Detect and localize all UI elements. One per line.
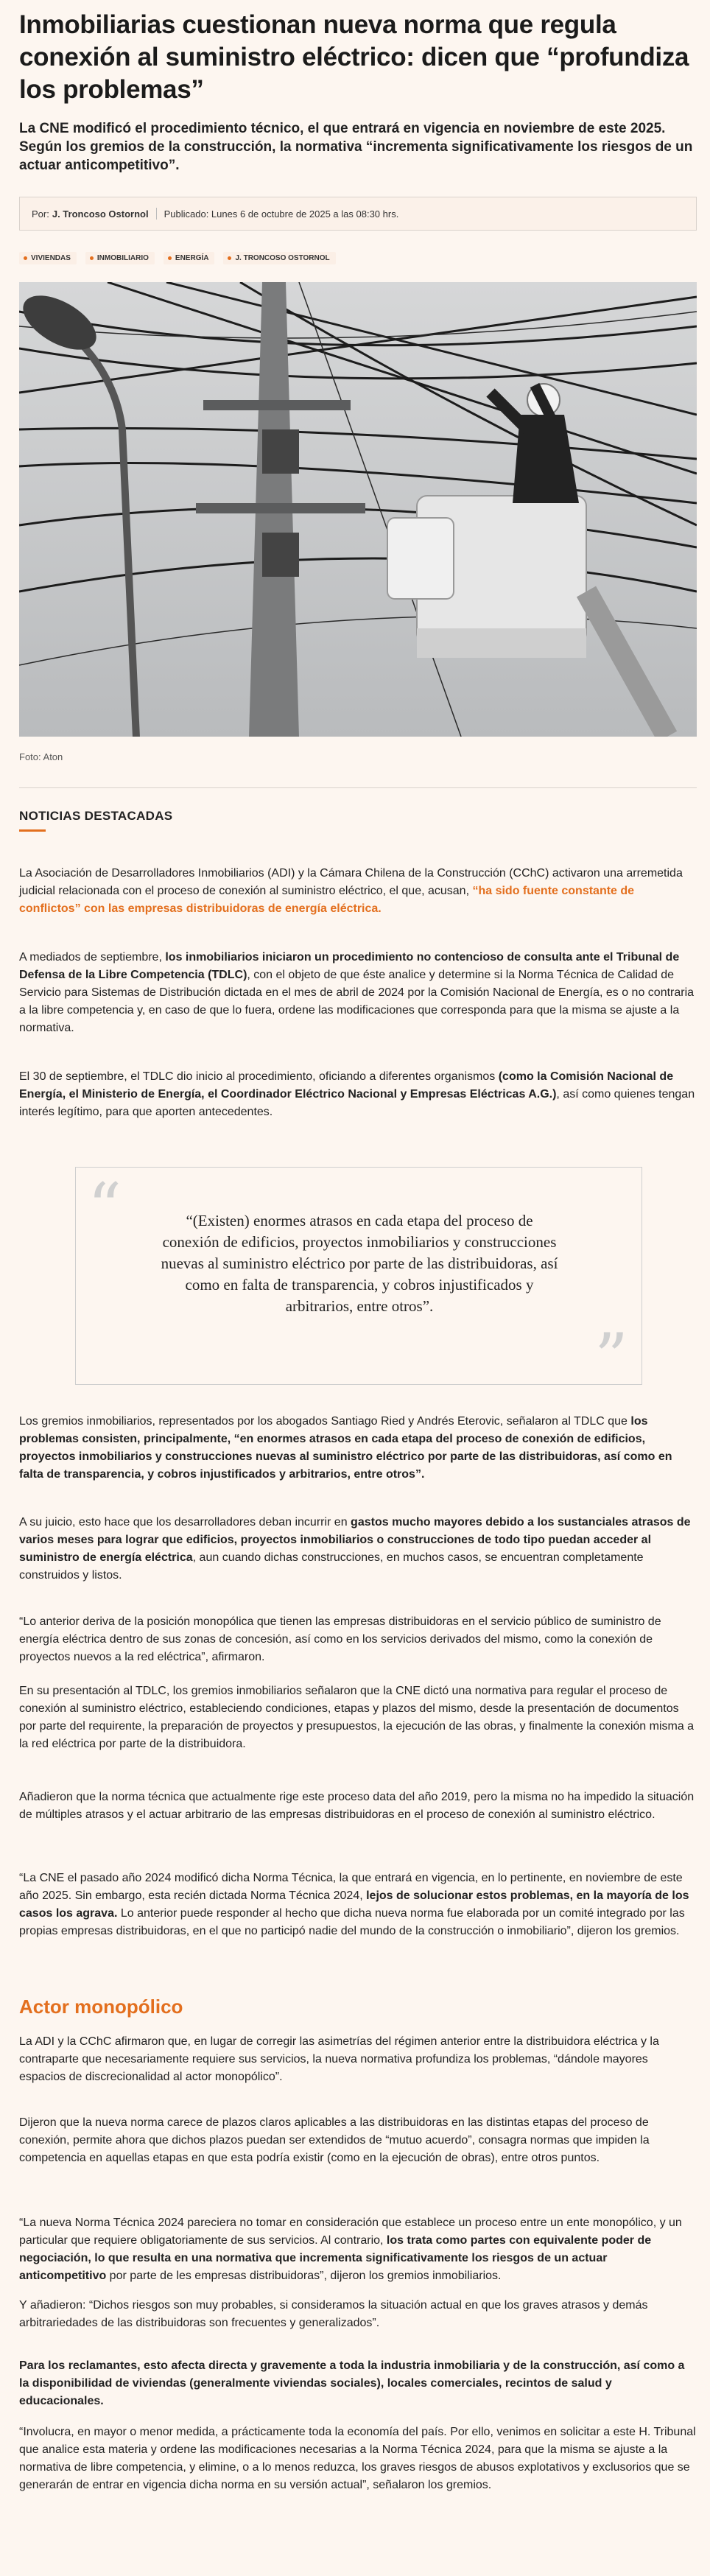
paragraph-1: La Asociación de Desarrolladores Inmobiliarios (ADI) y la Cámara Chilena de la Construcción (CChC) activaron una arremetida judicial relacionada con el proceso de conexión al suministro eléctrico, el que, acusan, “ha sido fuente constante de conflictos” con las empresas distribuidoras de energía eléctrica. [19, 867, 683, 915]
paragraph-11: Dijeron que la nueva norma carece de plazos claros aplicables a las distribuidoras en las distintas etapas del proceso de conexión, permite ahora que dichos plazos puedan ser extendidos de “mutuo acuerdo”, consagra normas que impiden la competencia en aquellas etapas en que esta podría existir (como en la ejecución de obras), entre otros puntos. [19, 2116, 650, 2164]
featured-news-heading[interactable]: NOTICIAS DESTACADAS [19, 809, 173, 823]
paragraph-8: Añadieron que la norma técnica que actualmente rige este proceso data del año 2019, pero la misma no ha impedido la situación de múltiples atrasos y el actuar arbitrario de las empresas distribuidoras en el proceso de conexión al suministro eléctrico. [19, 1791, 695, 1821]
section-subheading: Actor monopólico [19, 1996, 183, 2018]
pull-quote-text: “(Existen) enormes atrasos en cada etapa del proceso de conexión de edificios, proyectos inmobiliarios y construcciones nuevas al suministro eléctrico por parte de las distribuidoras, así como en falta de transparencia, y cobros injustificados y arbitrarios, entre otros”. [161, 1212, 558, 1315]
featured-underline [19, 829, 46, 832]
article-photo [19, 282, 697, 737]
paragraph-4: Los gremios inmobiliarios, representados por los abogados Santiago Ried y Andrés Eterovic, señalaron al TDLC que los problemas consisten, principalmente, “en enormes atrasos en cada etapa del proceso de conexión de edificios, proyectos inmobiliarios y construcciones nuevas al suministro eléctrico por parte de las distribuidoras, así como en falta de transparencia, y cobros injustificados y arbitrarios, entre otros”. [19, 1415, 672, 1481]
open-quote-icon: “ [88, 1169, 122, 1246]
tag-author[interactable]: J. TRONCOSO OSTORNOL [223, 252, 335, 264]
paragraph-13: Y añadieron: “Dichos riesgos son muy probables, si consideramos la situación actual en que los graves atrasos y demás arbitrariedades de las distribuidoras son frecuentes y generalizados”. [19, 2299, 648, 2329]
article-lead: La CNE modificó el procedimiento técnico, el que entrará en vigencia en noviembre de este 2025. Según los gremios de la construcción, la normativa “incrementa significativamente los riesgos de un actuar anticompetitivo”. [19, 121, 693, 173]
bullet-icon [24, 256, 27, 260]
tag-inmobiliario[interactable]: INMOBILIARIO [85, 252, 155, 264]
tag-list [19, 250, 697, 266]
byline-prefix: Por: [32, 208, 49, 220]
divider [19, 787, 697, 788]
paragraph-15: “Involucra, en mayor o menor medida, a prácticamente toda la economía del país. Por ello, venimos en solicitar a este H. Tribunal que analice esta materia y ordene las modificaciones necesarias a la Norma Técnica 2024, para que la misma se ajuste a la normativa de libre competencia, y elimine, o a lo menos reduzca, los graves riesgos de abusos explotativos y exclusorios que se generarán de entrar en vigencia dicha norma en su versión actual”, señalaron los gremios. [19, 2426, 696, 2491]
article-headline: Inmobiliarias cuestionan nueva norma que regula conexión al suministro eléctrico: dicen que “profundiza los problemas” [19, 10, 689, 104]
lineman-photo-illustration [19, 282, 697, 737]
bullet-icon [228, 256, 231, 260]
close-quote-icon: ” [594, 1319, 628, 1397]
article [19, 0, 697, 832]
tag-viviendas[interactable]: VIVIENDAS [19, 252, 77, 264]
paragraph-6: “Lo anterior deriva de la posición monopólica que tienen las empresas distribuidoras en el servicio público de suministro de energía eléctrica dentro de sus zonas de concesión, así como en los servicios derivados del mismo, como la conexión de proyectos nuevos a la red eléctrica”, afirmaron. [19, 1615, 661, 1663]
tag-energia[interactable]: ENERGÍA [164, 252, 215, 264]
byline-author-link[interactable]: J. Troncoso Ostornol [52, 208, 149, 220]
paragraph-12: “La nueva Norma Técnica 2024 pareciera no tomar en consideración que establece un proceso entre un ente monopólico, y un particular que requiere obligatoriamente de sus servicios. Al contrario, los trata como partes con equivalente poder de negociación, lo que resulta en una normativa que incrementa significativamente los riesgos de un actuar anticompetitivo por parte de les empresas distribuidoras”, dijeron los gremios inmobiliarios. [19, 2217, 682, 2282]
pull-quote [75, 1167, 642, 1397]
paragraph-7: En su presentación al TDLC, los gremios inmobiliarios señalaron que la CNE dictó una normativa para regular el proceso de conexión al suministro eléctrico, estableciendo condiciones, etapas y plazos del mismo, desde la presentación de documentos por parte del requirente, la preparación de proyectos y presupuestos, la ejecución de las obras, y finalmente la conexión misma a la red eléctrica por parte de la distribuidora. [19, 1685, 695, 1750]
bullet-icon [168, 256, 172, 260]
paragraph-9: “La CNE el pasado año 2024 modificó dicha Norma Técnica, la que entrará en vigencia, en lo pertinente, en noviembre de este año 2025. Sin embargo, esta recién dictada Norma Técnica 2024, lejos de solucionar estos problemas, en la mayoría de los casos los agrava. Lo anterior puede responder al hecho que dicha nueva norma fue elaborada por un comité integrado por las propias empresas distribuidoras, en el que no participó nadie del mundo de la construcción o inmobiliario”, dijeron los gremios. [19, 1872, 689, 1937]
byline-separator [156, 208, 157, 220]
byline-published-date: Publicado: Lunes 6 de octubre de 2025 a las 08:30 hrs. [164, 208, 399, 220]
paragraph-10: La ADI y la CChC afirmaron que, en lugar de corregir las asimetrías del régimen anterior entre la distribuidora eléctrica y la contraparte que necesariamente requiere sus servicios, la nueva normativa profundiza los problemas, “dándole mayores espacios de discrecionalidad al actor monopólico”. [19, 2035, 659, 2083]
paragraph-5: A su juicio, esto hace que los desarrolladores deban incurrir en gastos mucho mayores debido a los sustanciales atrasos de varios meses para lograr que edificios, proyectos inmobiliarios o construcciones de todo tipo puedan acceder al suministro de energía eléctrica, aun cuando dichas construcciones, en muchos casos, se encuentran completamente construidos y listos. [19, 1516, 691, 1582]
byline [19, 197, 697, 231]
paragraph-2: A mediados de septiembre, los inmobiliarios iniciaron un procedimiento no contencioso de consulta ante el Tribunal de Defensa de la Libre Competencia (TDLC), con el objeto de que éste analice y determine si la Norma Técnica de Calidad de Servicio para Sistemas de Distribución dictada en el mes de abril de 2024 por la Comisión Nacional de Energía, es o no contraria a la libre competencia y, en caso de que lo fuera, ordene las modificaciones que corresponda para que la misma se ajuste a la normativa. [19, 951, 695, 1034]
paragraph-3: El 30 de septiembre, el TDLC dio inicio al procedimiento, oficiando a diferentes organismos (como la Comisión Nacional de Energía, el Ministerio de Energía, el Coordinador Eléctrico Nacional y Empresas Eléctricas A.G.), así como quienes tengan interés legítimo, para que aporten antecedentes. [19, 1070, 695, 1118]
photo-caption: Foto: Aton [19, 751, 63, 762]
bullet-icon [90, 256, 94, 260]
paragraph-14: Para los reclamantes, esto afecta directa y gravemente a toda la industria inmobiliaria y de la construcción, así como a la disponibilidad de viviendas (generalmente viviendas sociales), locales comerciales, recintos de salud y educacionales. [19, 2359, 685, 2407]
